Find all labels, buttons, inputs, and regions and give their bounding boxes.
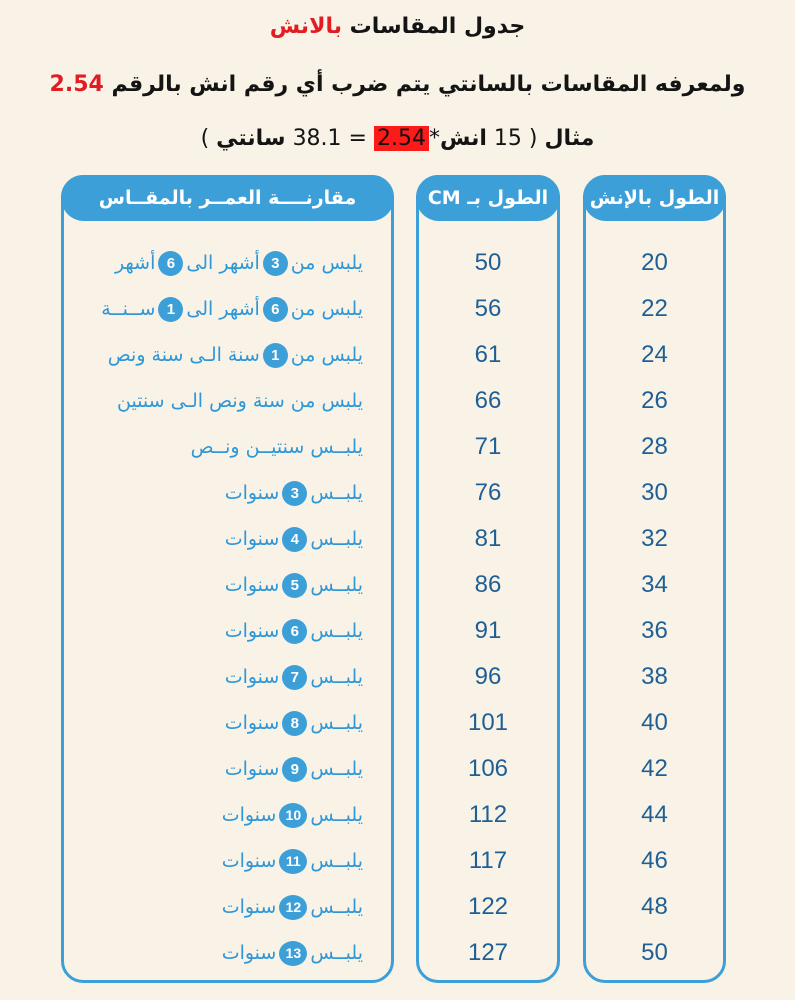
example-open-paren: ( [528,126,538,151]
age-cell [64,289,391,329]
cm-column-header: الطول بـ CM [416,175,560,221]
number-badge: 6 [282,619,307,644]
inch-cell: 42 [641,755,668,782]
cm-cell: 61 [474,341,502,368]
number-badge: 5 [282,573,307,598]
age-cell [64,703,391,743]
age-text: أشهر الى [186,298,260,320]
number-badge: 6 [158,251,183,276]
age-cell [64,749,391,789]
age-text: يلبــس سنتيــن ونــص [190,436,363,458]
age-text: ســنــة [101,298,156,320]
number-badge: 3 [263,251,288,276]
age-text: سنوات [224,574,280,596]
age-cell [64,887,391,927]
age-text: سنوات [224,528,280,550]
age-text: يلبــس [310,574,363,596]
age-text: يلبس من [290,252,363,274]
age-cell [64,611,391,651]
example-times: * [428,126,440,151]
page-title [0,14,795,39]
number-badge: 4 [282,527,307,552]
inch-cell: 22 [641,295,668,322]
number-badge: 6 [263,297,288,322]
age-cell [64,381,391,421]
age-text: يلبــس [310,482,363,504]
inch-cell: 24 [641,341,668,368]
cm-cell: 86 [474,571,502,598]
inch-cell: 34 [641,571,668,598]
inch-cell: 28 [641,433,668,460]
number-badge: 13 [279,941,307,966]
inch-cell: 48 [641,893,668,920]
inch-cell: 32 [641,525,668,552]
number-badge: 7 [282,665,307,690]
cm-cell: 91 [474,617,502,644]
example-result: 38.1 [292,126,342,151]
age-text: سنوات [224,712,280,734]
age-text: سنوات [224,758,280,780]
instruction-text: ولمعرفه المقاسات بالسانتي يتم ضرب أي رقم انش بالرقم [111,72,746,97]
age-cell [64,795,391,835]
age-text: يلبــس [310,896,363,918]
cm-cell: 106 [467,755,509,782]
cm-cell: 122 [467,893,509,920]
number-badge: 9 [282,757,307,782]
cm-cell: 112 [468,801,508,828]
example-inch-word: انش [439,126,487,151]
inch-cell: 46 [641,847,668,874]
example-close-paren: ) [200,126,210,151]
age-text: يلبــس [310,666,363,688]
inch-column-header: الطول بالإنش [583,175,726,221]
age-text: سنة الـى سنة ونص [107,344,260,366]
age-text: يلبس من [290,344,363,366]
number-badge: 8 [282,711,307,736]
instruction-line [0,72,795,97]
inch-cell: 44 [641,801,668,828]
age-cell [64,565,391,605]
example-equals: = [348,126,367,151]
age-text: سنوات [224,620,280,642]
cm-cell: 81 [474,525,502,552]
age-column [61,175,394,983]
cm-cell: 56 [474,295,502,322]
age-text: يلبــس [310,620,363,642]
inch-cell: 20 [641,249,668,276]
cm-cell: 66 [474,387,502,414]
cm-column [416,175,560,983]
cm-cell: 76 [474,479,502,506]
age-cell [64,473,391,513]
example-factor: 2.54 [374,126,429,151]
cm-cell: 117 [468,847,508,874]
number-badge: 1 [263,343,288,368]
age-text: سنوات [221,896,277,918]
age-cell [64,243,391,283]
number-badge: 12 [279,895,307,920]
instruction-value: 2.54 [49,72,104,97]
age-text: يلبــس [310,942,363,964]
cm-cell: 71 [474,433,502,460]
inch-column [583,175,726,983]
age-cell [64,427,391,467]
inch-cell: 26 [641,387,668,414]
example-label: مثال [544,126,595,151]
age-column-header: مقارنــــة العمــر بالمقــاس [61,175,394,221]
age-text: يلبــس [310,712,363,734]
age-cell [64,519,391,559]
age-text: يلبس من سنة ونص الـى سنتين [116,390,363,412]
age-text: أشهر [114,252,156,274]
title-prefix: جدول المقاسات [349,14,526,39]
age-text: سنوات [224,482,280,504]
age-text: يلبــس [310,528,363,550]
age-text: أشهر الى [186,252,260,274]
title-highlight: بالانش [269,14,342,39]
number-badge: 3 [282,481,307,506]
age-cell [64,657,391,697]
age-text: سنوات [224,666,280,688]
age-cell [64,335,391,375]
age-text: سنوات [221,850,277,872]
cm-cell: 96 [474,663,502,690]
inch-cell: 38 [641,663,668,690]
inch-cell: 40 [641,709,668,736]
number-badge: 11 [279,849,307,874]
cm-cell: 101 [467,709,509,736]
example-inch-value: 15 [493,126,522,151]
inch-cell: 50 [641,939,668,966]
age-cell [64,841,391,881]
inch-cell: 30 [641,479,668,506]
age-cell [64,933,391,973]
age-text: يلبــس [310,804,363,826]
age-text: سنوات [221,804,277,826]
example-unit: سانتي [216,126,286,151]
age-text: يلبــس [310,758,363,780]
number-badge: 1 [158,297,183,322]
age-text: سنوات [221,942,277,964]
number-badge: 10 [279,803,307,828]
cm-cell: 127 [467,939,509,966]
inch-cell: 36 [641,617,668,644]
age-text: يلبــس [310,850,363,872]
example-line [0,126,795,151]
cm-cell: 50 [474,249,502,276]
age-text: يلبس من [290,298,363,320]
